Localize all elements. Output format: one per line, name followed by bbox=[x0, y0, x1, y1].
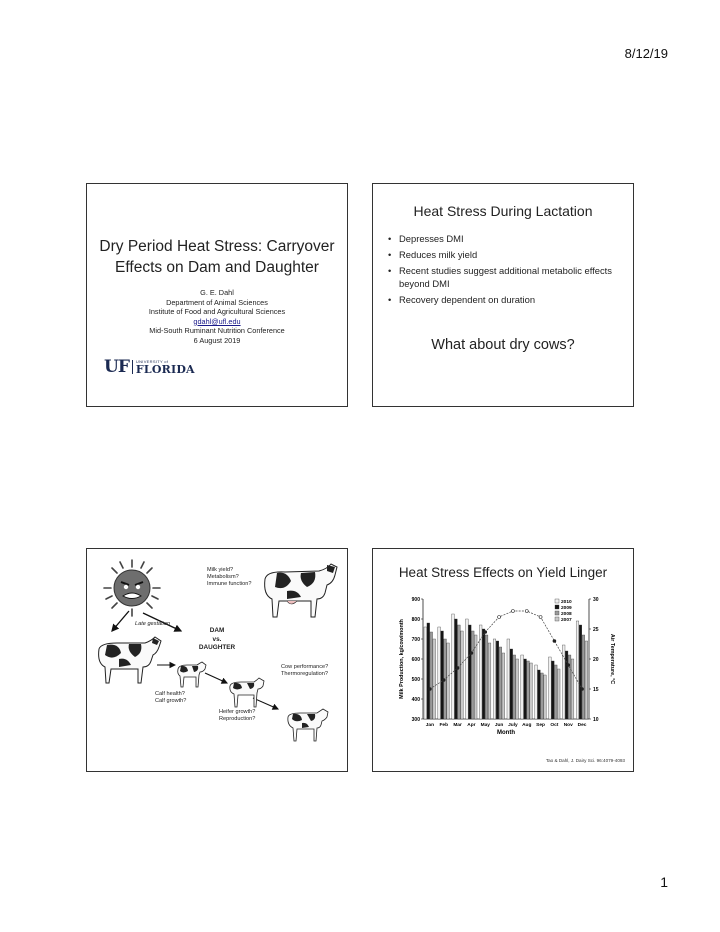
temperature-point bbox=[553, 640, 556, 643]
dam-questions bbox=[207, 567, 251, 589]
bar-2007-dec bbox=[585, 641, 588, 719]
temperature-point bbox=[428, 688, 431, 691]
slide2-title: Heat Stress During Lactation bbox=[413, 203, 593, 219]
bullet-text: Reduces milk yield bbox=[399, 249, 478, 260]
bar-2010-sep bbox=[535, 665, 538, 719]
question-heifer-growth: Heifer growth? bbox=[219, 709, 256, 715]
x-tick-label: July bbox=[508, 723, 518, 728]
conference-date: 6 August 2019 bbox=[193, 335, 241, 345]
author-block bbox=[87, 288, 347, 346]
bar-2008-sep bbox=[541, 673, 544, 719]
question-milk-yield: Milk yield? bbox=[207, 567, 234, 573]
bar-2010-mar bbox=[452, 614, 455, 719]
slide4-title: Heat Stress Effects on Yield Linger bbox=[398, 565, 608, 580]
bar-2008-mar bbox=[458, 625, 461, 719]
bar-2008-dec bbox=[582, 635, 585, 719]
bullet-text: Depresses DMI bbox=[399, 233, 464, 244]
question-thermoregulation: Thermoregulation? bbox=[281, 671, 328, 678]
bullet-icon: • bbox=[388, 265, 392, 276]
bar-2009-dec bbox=[579, 625, 582, 719]
temperature-point bbox=[525, 610, 528, 613]
bar-2007-oct bbox=[557, 669, 560, 719]
y-tick-label: 300 bbox=[411, 717, 420, 723]
bar-2010-oct bbox=[549, 657, 552, 719]
bar-2008-may bbox=[485, 635, 488, 719]
bar-2009-feb bbox=[441, 631, 444, 719]
uf-logo-wordmark bbox=[136, 360, 195, 375]
question-calf-growth: Calf growth? bbox=[155, 698, 187, 705]
bar-2010-aug bbox=[521, 655, 524, 719]
slide-diagram bbox=[86, 548, 348, 772]
dam-cow-icon bbox=[93, 635, 163, 687]
list-item bbox=[387, 249, 627, 262]
uf-logo-mark: UF bbox=[104, 357, 129, 377]
calf-questions bbox=[155, 691, 186, 705]
y-tick-label: 700 bbox=[411, 637, 420, 643]
question-metabolism: Metabolism? bbox=[207, 574, 239, 581]
late-gestation-label: Late gestation bbox=[135, 621, 171, 627]
x-tick-label: Aug bbox=[522, 723, 532, 728]
y-axis-label: Milk Production, kg/cow/month bbox=[399, 619, 405, 699]
slide-chart bbox=[372, 548, 634, 772]
bullet-icon: • bbox=[388, 293, 392, 305]
list-item bbox=[387, 265, 627, 290]
y-tick-label: 400 bbox=[411, 697, 420, 703]
bar-2007-may bbox=[488, 643, 491, 719]
bar-2007-sep bbox=[544, 675, 547, 719]
x-axis-label: Month bbox=[497, 730, 515, 736]
bar-2007-feb bbox=[447, 643, 450, 719]
vs-label: vs. bbox=[212, 635, 222, 643]
bar-2007-nov bbox=[571, 659, 574, 719]
temperature-point bbox=[498, 616, 501, 619]
bar-2008-jan bbox=[430, 632, 433, 719]
question-calf-health: Calf health? bbox=[155, 691, 185, 697]
y2-tick-label: 10 bbox=[593, 717, 599, 723]
heifer-icon bbox=[227, 677, 265, 709]
y2-tick-label: 15 bbox=[593, 687, 599, 693]
temperature-point bbox=[484, 631, 487, 634]
author-institute: Institute of Food and Agricultural Sciences bbox=[148, 307, 286, 317]
bar-2008-jun bbox=[499, 647, 502, 719]
bar-2010-feb bbox=[438, 627, 441, 719]
list-item bbox=[387, 233, 627, 246]
uf-logo-divider bbox=[132, 360, 133, 374]
y-tick-label: 500 bbox=[411, 677, 420, 683]
y2-tick-label: 20 bbox=[593, 657, 599, 663]
y-tick-label: 900 bbox=[411, 597, 420, 603]
bar-2008-aug bbox=[527, 661, 530, 719]
bar-2007-jan bbox=[433, 639, 436, 719]
question-cow-performance: Cow performance? bbox=[281, 664, 329, 670]
legend-swatch-2007 bbox=[555, 617, 559, 621]
legend-label-2009: 2009 bbox=[561, 606, 572, 611]
bar-2010-july bbox=[507, 639, 510, 719]
author-name: G. E. Dahl bbox=[200, 288, 234, 297]
heifer-questions bbox=[219, 709, 255, 723]
temperature-point bbox=[456, 667, 459, 670]
x-tick-label: May bbox=[480, 723, 490, 728]
temperature-point bbox=[470, 652, 473, 655]
dam-vs-daughter-label bbox=[197, 627, 237, 653]
legend-swatch-2009 bbox=[555, 605, 559, 609]
y2-tick-label: 25 bbox=[593, 627, 599, 633]
x-tick-label: Feb bbox=[439, 723, 449, 728]
legend-label-2008: 2008 bbox=[561, 612, 572, 617]
author-dept: Department of Animal Sciences bbox=[166, 297, 268, 307]
slide1-title bbox=[87, 236, 347, 278]
bar-2008-apr bbox=[471, 631, 474, 719]
bar-2009-sep bbox=[538, 670, 541, 719]
legend-swatch-2010 bbox=[555, 599, 559, 603]
arrow-sun-to-cow bbox=[112, 611, 129, 631]
slide-lactation bbox=[372, 183, 634, 407]
adult-cow-icon bbox=[257, 561, 341, 621]
temperature-point bbox=[442, 679, 445, 682]
bar-2007-mar bbox=[461, 631, 464, 719]
bar-2010-jan bbox=[424, 627, 427, 719]
bullet-list bbox=[387, 233, 627, 310]
author-email-link[interactable]: gdahl@ufl.edu bbox=[193, 316, 241, 326]
bullet-icon: • bbox=[388, 233, 392, 244]
uf-logo-small: UNIVERSITY of bbox=[135, 358, 169, 364]
x-tick-label: Jun bbox=[494, 723, 504, 728]
list-item bbox=[387, 294, 627, 307]
dam-label: DAM bbox=[209, 627, 225, 634]
question-reproduction: Reproduction? bbox=[219, 716, 256, 723]
bullet-text: Recovery dependent on duration bbox=[399, 293, 536, 305]
legend-swatch-2008 bbox=[555, 611, 559, 615]
cow-questions bbox=[281, 664, 328, 678]
bar-2010-dec bbox=[576, 621, 579, 719]
bar-2010-jun bbox=[493, 639, 496, 719]
bar-2009-aug bbox=[524, 659, 527, 719]
bullet-icon: • bbox=[388, 249, 392, 260]
page-date: 8/12/19 bbox=[624, 46, 668, 61]
slide2-question: What about dry cows? bbox=[431, 337, 575, 353]
x-tick-label: Apr bbox=[467, 723, 476, 728]
conference-name: Mid-South Ruminant Nutrition Conference bbox=[149, 326, 285, 336]
bar-2008-july bbox=[513, 655, 516, 719]
temperature-point bbox=[539, 616, 542, 619]
x-tick-label: Nov bbox=[563, 723, 573, 728]
uf-logo bbox=[104, 357, 195, 377]
citation: Tao & Dahl, J. Dairy Sci. 96:4079-4093 bbox=[545, 758, 625, 763]
calf-icon bbox=[175, 661, 207, 689]
x-tick-label: Dec bbox=[577, 723, 587, 728]
bar-2007-jun bbox=[502, 653, 505, 719]
daughter-label: DAUGHTER bbox=[198, 644, 236, 652]
slide-title bbox=[86, 183, 348, 407]
uf-logo-big: FLORIDA bbox=[135, 362, 195, 376]
x-tick-label: Sep bbox=[536, 723, 545, 728]
title-line-2: Effects on Dam and Daughter bbox=[115, 259, 319, 276]
bar-2007-aug bbox=[530, 663, 533, 719]
x-tick-label: Jan bbox=[425, 723, 435, 728]
temperature-point bbox=[511, 610, 514, 613]
y2-axis-label: Air Temperature, °C bbox=[609, 633, 615, 685]
question-immune: Immune function? bbox=[207, 581, 252, 588]
bar-2007-july bbox=[516, 659, 519, 719]
x-tick-label: Mar bbox=[453, 723, 462, 728]
title-line-1: Dry Period Heat Stress: Carryover bbox=[99, 238, 335, 255]
legend-label-2007: 2007 bbox=[561, 618, 572, 623]
temperature-point bbox=[567, 664, 570, 667]
bullet-text: Recent studies suggest additional metabolic effects beyond DMI bbox=[399, 265, 612, 289]
page-number: 1 bbox=[660, 874, 668, 890]
y2-tick-label: 30 bbox=[593, 597, 599, 603]
temperature-point bbox=[581, 688, 584, 691]
bar-2008-oct bbox=[554, 665, 557, 719]
daughter-cow-icon bbox=[285, 707, 329, 743]
y-tick-label: 800 bbox=[411, 617, 420, 623]
legend-label-2010: 2010 bbox=[561, 600, 572, 605]
arrow-calf-to-heifer bbox=[205, 673, 227, 683]
bar-2009-apr bbox=[468, 625, 471, 719]
bar-2009-oct bbox=[551, 661, 554, 719]
bar-2010-apr bbox=[466, 619, 469, 719]
bar-2009-may bbox=[482, 629, 485, 719]
x-tick-label: Oct bbox=[550, 723, 559, 728]
bar-2009-july bbox=[510, 649, 513, 719]
bar-2009-jun bbox=[496, 641, 499, 719]
y-tick-label: 600 bbox=[411, 657, 420, 663]
milk-yield-chart bbox=[397, 591, 629, 753]
bar-2009-jan bbox=[427, 623, 430, 719]
